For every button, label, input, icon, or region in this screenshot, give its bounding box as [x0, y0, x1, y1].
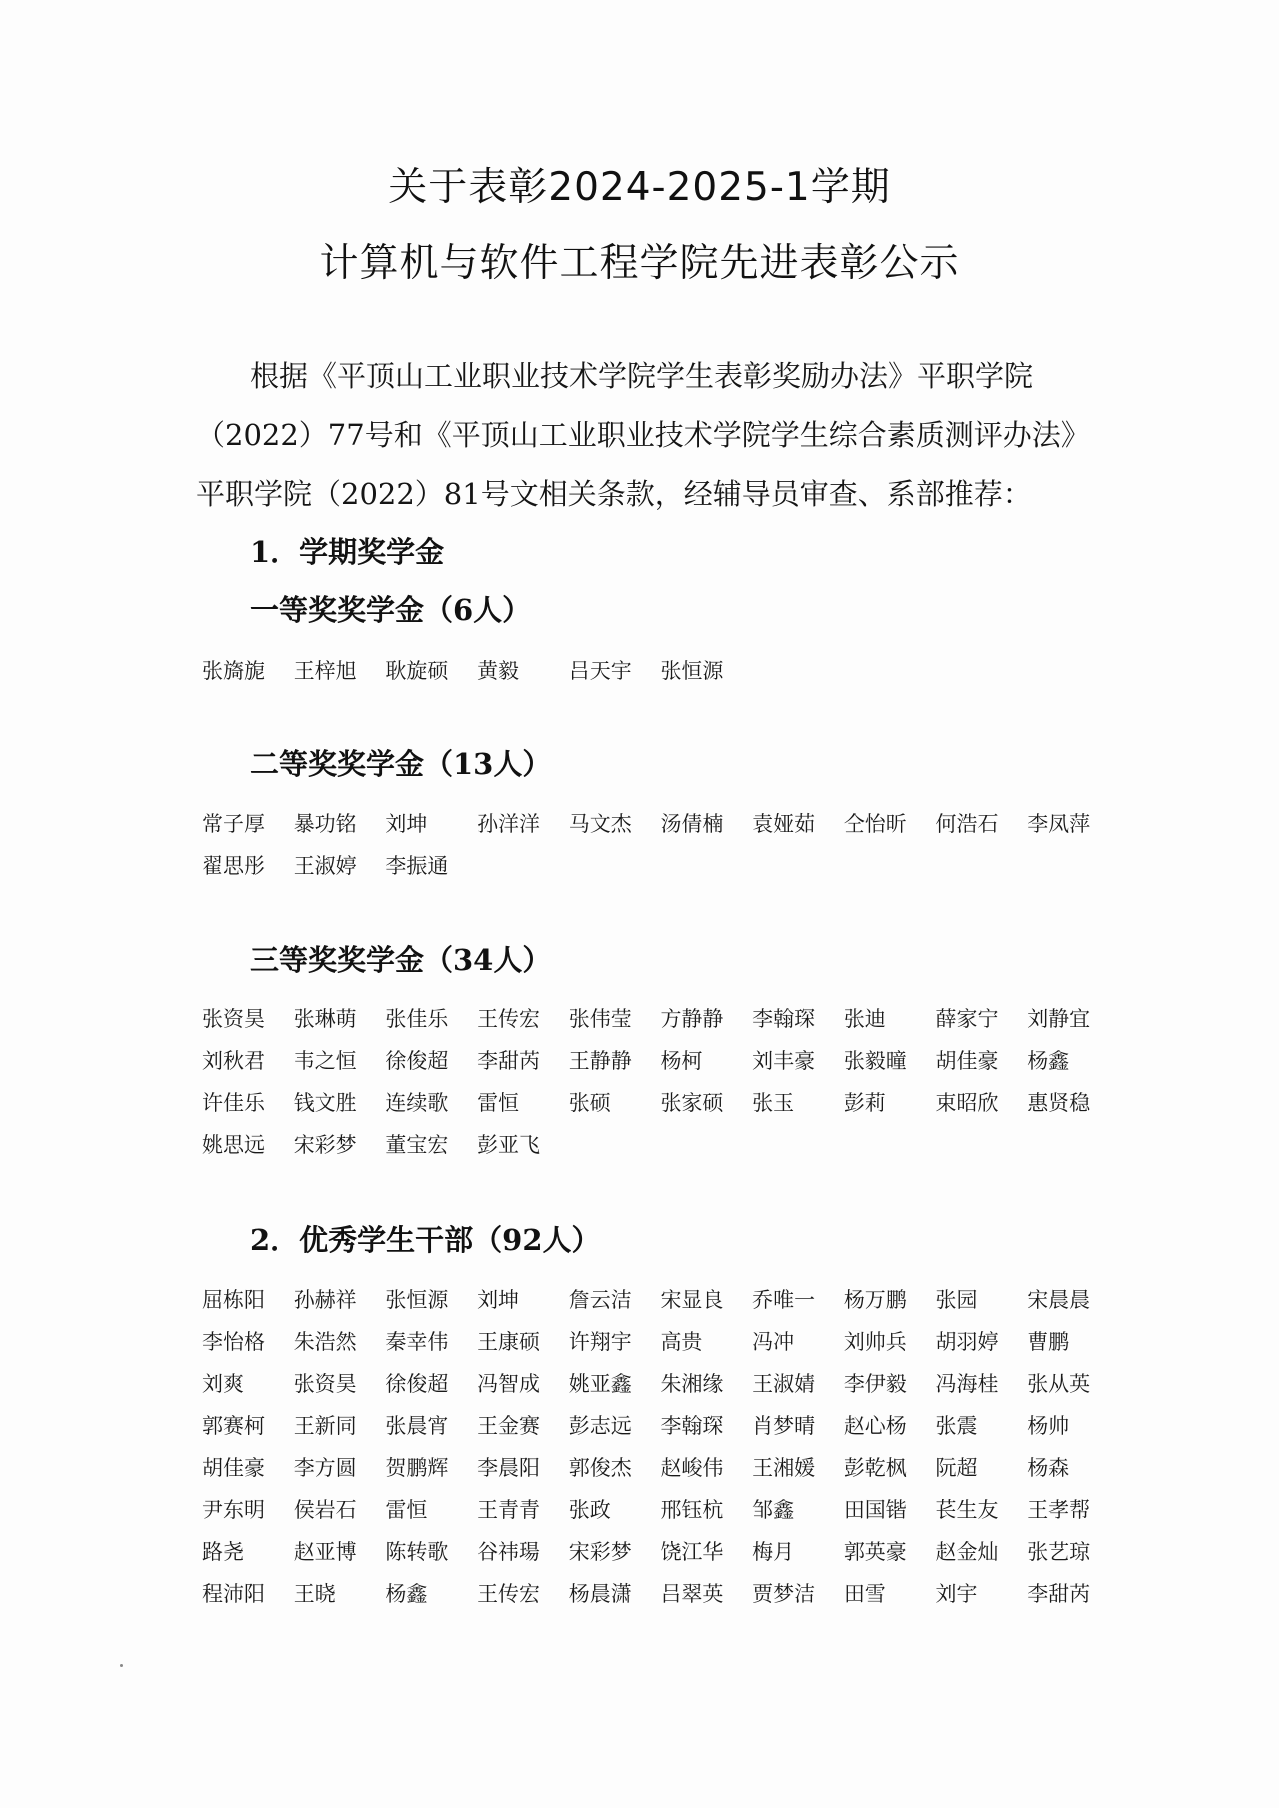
name-item: 胡佳豪	[935, 1049, 999, 1073]
name-item: 刘坤	[477, 1288, 520, 1312]
name-item: 张恒源	[660, 659, 724, 683]
name-item: 阮超	[935, 1456, 978, 1480]
name-item: 曹鹏	[1027, 1330, 1070, 1354]
name-item: 王新同	[293, 1414, 357, 1438]
name-item: 张迪	[843, 1007, 886, 1031]
name-item: 常子厚	[202, 812, 265, 836]
name-item: 李振通	[385, 854, 449, 878]
name-item: 饶江华	[660, 1540, 724, 1564]
name-item: 张佳乐	[385, 1007, 449, 1031]
name-item: 王金赛	[477, 1414, 541, 1438]
document-title-line2: 计算机与软件工程学院先进表彰公示	[319, 241, 960, 286]
name-item: 赵心杨	[843, 1414, 907, 1438]
third-prize-names	[202, 998, 1119, 1166]
intro-line2: （2022）77号和《平顶山工业职业技术学院学生综合素质测评办法》	[196, 418, 1090, 452]
name-item: 束昭欣	[935, 1091, 999, 1115]
name-item: 袁娅茹	[752, 812, 816, 836]
name-item: 张家硕	[660, 1091, 724, 1115]
name-item: 王梓旭	[293, 659, 357, 683]
name-item: 李翰琛	[752, 1007, 816, 1031]
name-item: 宋彩梦	[293, 1133, 357, 1157]
name-item: 许翔宇	[568, 1330, 632, 1354]
name-item: 方静静	[660, 1007, 724, 1031]
name-item: 刘宇	[935, 1582, 978, 1606]
name-item: 谷祎瑒	[477, 1540, 541, 1564]
name-item: 张艺琼	[1027, 1540, 1091, 1564]
name-item: 冯海桂	[935, 1372, 999, 1396]
name-item: 冯冲	[752, 1330, 795, 1354]
name-item: 张园	[935, 1288, 978, 1312]
name-item: 彭亚飞	[477, 1133, 541, 1157]
name-item: 刘坤	[385, 812, 428, 836]
name-item: 屈栋阳	[202, 1288, 265, 1312]
name-item: 赵峻伟	[660, 1456, 724, 1480]
name-item: 王淑婷	[293, 854, 357, 878]
name-item: 李怡格	[202, 1330, 265, 1354]
name-item: 张从英	[1027, 1372, 1091, 1396]
name-item: 黄毅	[477, 659, 520, 683]
name-item: 高贵	[660, 1330, 703, 1354]
outstanding-cadre-names	[202, 1279, 1119, 1615]
second-prize-names	[202, 803, 1119, 887]
document-title-line1: 关于表彰2024-2025-1学期	[388, 165, 891, 210]
name-item: 郭俊杰	[568, 1456, 632, 1480]
name-item: 吕天宇	[568, 659, 632, 683]
name-item: 胡佳豪	[202, 1456, 265, 1480]
name-item: 王青青	[477, 1498, 541, 1522]
name-item: 贾梦洁	[752, 1582, 816, 1606]
section2-title: 2．优秀学生干部（92人）	[250, 1223, 601, 1257]
name-item: 张伟莹	[568, 1007, 632, 1031]
name-item: 张资昊	[293, 1372, 357, 1396]
name-item: 刘爽	[202, 1372, 244, 1396]
name-item: 宋彩梦	[568, 1540, 632, 1564]
name-item: 徐俊超	[385, 1372, 449, 1396]
name-item: 许佳乐	[202, 1091, 265, 1115]
name-item: 宋显良	[660, 1288, 724, 1312]
name-item: 程沛阳	[202, 1582, 265, 1606]
name-item: 王传宏	[477, 1007, 541, 1031]
name-item: 郭赛柯	[202, 1414, 265, 1438]
name-item: 王湘媛	[752, 1456, 816, 1480]
name-item: 钱文胜	[293, 1091, 357, 1115]
name-item: 李翰琛	[660, 1414, 724, 1438]
name-item: 马文杰	[568, 812, 632, 836]
name-item: 宋晨晨	[1027, 1288, 1091, 1312]
name-item: 刘秋君	[202, 1049, 265, 1073]
name-item: 薛家宁	[935, 1007, 999, 1031]
name-item: 翟思彤	[202, 854, 265, 878]
name-item: 暴功铭	[293, 812, 357, 836]
name-item: 彭莉	[843, 1091, 886, 1115]
name-item: 汤倩楠	[660, 812, 724, 836]
first-prize-title: 一等奖奖学金（6人）	[250, 593, 532, 627]
name-item: 彭乾枫	[843, 1456, 907, 1480]
name-item: 赵亚博	[293, 1540, 357, 1564]
name-item: 吕翠英	[660, 1582, 724, 1606]
name-item: 王静静	[568, 1049, 632, 1073]
name-item: 张玉	[752, 1091, 795, 1115]
name-item: 秦幸伟	[385, 1330, 449, 1354]
name-item: 杨万鹏	[843, 1288, 907, 1312]
name-item: 赵金灿	[935, 1540, 999, 1564]
name-item: 孙赫祥	[293, 1288, 357, 1312]
name-item: 徐俊超	[385, 1049, 449, 1073]
name-item: 何浩石	[935, 812, 999, 836]
name-item: 李方圆	[293, 1456, 357, 1480]
name-item: 王孝帮	[1027, 1498, 1091, 1522]
name-item: 刘静宜	[1027, 1007, 1091, 1031]
name-item: 杨鑫	[1027, 1049, 1070, 1073]
name-item: 李伊毅	[843, 1372, 907, 1396]
second-prize-title: 二等奖奖学金（13人）	[250, 747, 552, 781]
scan-speck	[120, 1664, 123, 1667]
name-item: 詹云洁	[568, 1288, 632, 1312]
name-item: 肖梦晴	[752, 1414, 816, 1438]
name-item: 杨森	[1027, 1456, 1070, 1480]
name-item: 惠贤稳	[1027, 1091, 1091, 1115]
intro-line1: 根据《平顶山工业职业技术学院学生表彰奖励办法》平职学院	[250, 359, 1034, 393]
name-item: 刘丰豪	[752, 1049, 816, 1073]
name-item: 张硕	[568, 1091, 611, 1115]
name-item: 朱湘缘	[660, 1372, 724, 1396]
name-item: 仝怡昕	[843, 812, 907, 836]
name-item: 朱浩然	[293, 1330, 357, 1354]
name-item: 苌生友	[935, 1498, 999, 1522]
name-item: 侯岩石	[293, 1498, 357, 1522]
name-item: 张资昊	[202, 1007, 265, 1031]
name-item: 杨帅	[1027, 1414, 1070, 1438]
name-item: 王康硕	[477, 1330, 541, 1354]
name-item: 李晨阳	[477, 1456, 541, 1480]
name-item: 董宝宏	[385, 1133, 449, 1157]
name-item: 李甜芮	[1027, 1582, 1091, 1606]
name-item: 姚亚鑫	[568, 1372, 632, 1396]
name-item: 田国锴	[843, 1498, 907, 1522]
name-item: 胡羽婷	[935, 1330, 999, 1354]
name-item: 耿旋硕	[385, 659, 449, 683]
name-item: 王传宏	[477, 1582, 541, 1606]
name-item: 孙洋洋	[477, 812, 541, 836]
name-item: 李凤萍	[1027, 812, 1091, 836]
name-item: 冯智成	[477, 1372, 541, 1396]
name-item: 王晓	[293, 1582, 336, 1606]
name-item: 彭志远	[568, 1414, 632, 1438]
third-prize-title: 三等奖奖学金（34人）	[250, 943, 552, 977]
name-item: 张震	[935, 1414, 978, 1438]
name-item: 杨柯	[660, 1049, 703, 1073]
name-item: 杨晨潇	[568, 1582, 632, 1606]
name-item: 姚思远	[202, 1133, 265, 1157]
name-item: 杨鑫	[385, 1582, 428, 1606]
name-item: 梅月	[752, 1540, 795, 1564]
name-item: 张恒源	[385, 1288, 449, 1312]
name-item: 张晨宵	[385, 1414, 449, 1438]
name-item: 张政	[568, 1498, 611, 1522]
name-item: 张毅曈	[843, 1049, 907, 1073]
name-item: 刘帅兵	[843, 1330, 907, 1354]
name-item: 邹鑫	[752, 1498, 795, 1522]
name-item: 连续歌	[385, 1091, 449, 1115]
name-item: 雷恒	[477, 1091, 520, 1115]
name-item: 陈转歌	[385, 1540, 449, 1564]
name-item: 乔唯一	[752, 1288, 816, 1312]
name-item: 田雪	[843, 1582, 886, 1606]
name-item: 路尧	[202, 1540, 244, 1564]
name-item: 雷恒	[385, 1498, 428, 1522]
name-item: 尹东明	[202, 1498, 265, 1522]
name-item: 王淑婧	[752, 1372, 816, 1396]
intro-line3: 平职学院（2022）81号文相关条款，经辅导员审查、系部推荐：	[196, 477, 1032, 511]
section1-title: 1．学期奖学金	[250, 535, 445, 569]
name-item: 张旖旎	[202, 659, 265, 683]
name-item: 邢钰杭	[660, 1498, 724, 1522]
name-item: 贺鹏辉	[385, 1456, 449, 1480]
name-item: 李甜芮	[477, 1049, 541, 1073]
name-item: 郭英豪	[843, 1540, 907, 1564]
name-item: 韦之恒	[293, 1049, 357, 1073]
name-item: 张琳萌	[293, 1007, 357, 1031]
first-prize-names	[202, 650, 1119, 692]
